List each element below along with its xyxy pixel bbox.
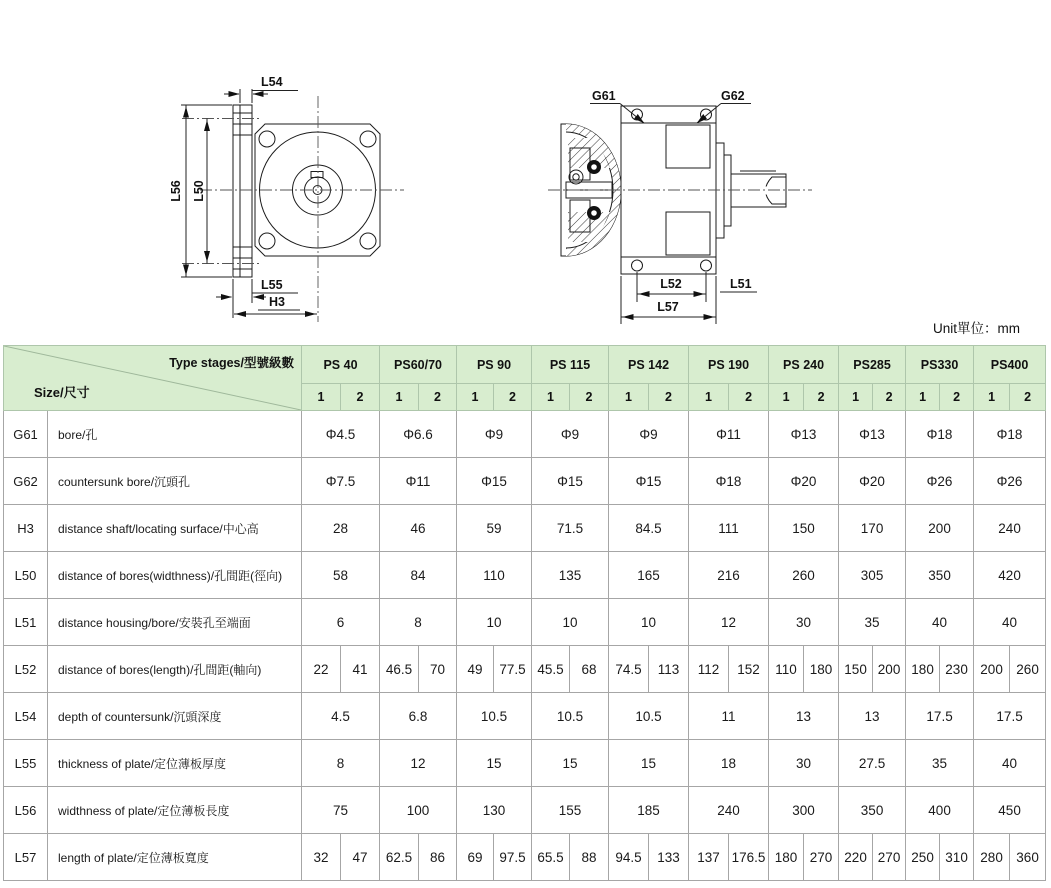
value-cell: 59: [457, 505, 532, 552]
stage-subheader: 1: [769, 384, 804, 411]
value-cell: 250: [906, 834, 940, 881]
value-cell: 300: [769, 787, 839, 834]
value-cell: 40: [974, 740, 1046, 787]
value-cell: Φ15: [457, 458, 532, 505]
column-group-header: PS 115: [532, 346, 609, 384]
value-cell: 10: [609, 599, 689, 646]
row-description: distance housing/bore/安裝孔至端面: [48, 599, 302, 646]
dim-label-l56: L56: [169, 180, 183, 202]
value-cell: Φ13: [839, 411, 906, 458]
row-code: G62: [4, 458, 48, 505]
table-row: [4, 599, 1046, 646]
dim-label-l54: L54: [261, 75, 283, 89]
value-cell: Φ9: [457, 411, 532, 458]
value-cell: Φ13: [769, 411, 839, 458]
column-group-header: PS 142: [609, 346, 689, 384]
value-cell: 94.5: [609, 834, 649, 881]
value-cell: 58: [302, 552, 380, 599]
value-cell: 450: [974, 787, 1046, 834]
value-cell: Φ26: [974, 458, 1046, 505]
column-group-header: PS 190: [689, 346, 769, 384]
dim-label-g61: G61: [592, 89, 616, 103]
value-cell: 185: [609, 787, 689, 834]
value-cell: 180: [906, 646, 940, 693]
value-cell: 6.8: [380, 693, 457, 740]
value-cell: 6: [302, 599, 380, 646]
column-group-header: PS60/70: [380, 346, 457, 384]
table-row: [4, 646, 1046, 693]
value-cell: 30: [769, 740, 839, 787]
value-cell: 111: [689, 505, 769, 552]
value-cell: 46: [380, 505, 457, 552]
value-cell: 112: [689, 646, 729, 693]
value-cell: 350: [906, 552, 974, 599]
row-description: widthness of plate/定位薄板長度: [48, 787, 302, 834]
value-cell: 75: [302, 787, 380, 834]
value-cell: 32: [302, 834, 341, 881]
value-cell: 10.5: [457, 693, 532, 740]
value-cell: 41: [341, 646, 380, 693]
value-cell: 420: [974, 552, 1046, 599]
value-cell: 74.5: [609, 646, 649, 693]
value-cell: 45.5: [532, 646, 570, 693]
value-cell: 15: [532, 740, 609, 787]
table-corner-cell: [4, 346, 302, 411]
stage-subheader: 1: [609, 384, 649, 411]
stage-subheader: 2: [804, 384, 839, 411]
value-cell: 110: [457, 552, 532, 599]
dim-label-l51: L51: [730, 277, 752, 291]
row-description: depth of countersunk/沉頭深度: [48, 693, 302, 740]
value-cell: Φ15: [609, 458, 689, 505]
value-cell: 200: [974, 646, 1010, 693]
value-cell: 12: [380, 740, 457, 787]
dim-label-l52: L52: [660, 277, 682, 291]
table-row: [4, 552, 1046, 599]
dim-label-l50: L50: [192, 180, 206, 202]
stage-subheader: 2: [649, 384, 689, 411]
stage-subheader: 1: [689, 384, 729, 411]
value-cell: Φ6.6: [380, 411, 457, 458]
stage-subheader: 2: [729, 384, 769, 411]
value-cell: 150: [769, 505, 839, 552]
value-cell: 220: [839, 834, 873, 881]
value-cell: 305: [839, 552, 906, 599]
value-cell: 280: [974, 834, 1010, 881]
value-cell: 17.5: [974, 693, 1046, 740]
value-cell: 200: [873, 646, 906, 693]
value-cell: Φ9: [609, 411, 689, 458]
table-row: [4, 693, 1046, 740]
value-cell: 71.5: [532, 505, 609, 552]
value-cell: 4.5: [302, 693, 380, 740]
stage-subheader: 1: [532, 384, 570, 411]
value-cell: Φ18: [906, 411, 974, 458]
value-cell: 35: [839, 599, 906, 646]
value-cell: 165: [609, 552, 689, 599]
value-cell: Φ18: [974, 411, 1046, 458]
value-cell: Φ11: [689, 411, 769, 458]
row-code: G61: [4, 411, 48, 458]
stage-subheader: 2: [419, 384, 457, 411]
spec-table-wrap: [3, 345, 1046, 881]
value-cell: Φ7.5: [302, 458, 380, 505]
stage-subheader: 2: [570, 384, 609, 411]
stage-subheader: 1: [457, 384, 494, 411]
row-code: L55: [4, 740, 48, 787]
value-cell: 230: [940, 646, 974, 693]
value-cell: 260: [1010, 646, 1046, 693]
value-cell: 17.5: [906, 693, 974, 740]
corner-label-size: Size/尺寸: [34, 385, 90, 400]
row-code: L56: [4, 787, 48, 834]
value-cell: 180: [804, 646, 839, 693]
value-cell: 137: [689, 834, 729, 881]
value-cell: 12: [689, 599, 769, 646]
dim-label-l57: L57: [657, 300, 679, 314]
dim-label-l55: L55: [261, 278, 283, 292]
value-cell: 350: [839, 787, 906, 834]
value-cell: 13: [769, 693, 839, 740]
column-group-header: PS285: [839, 346, 906, 384]
stage-subheader: 2: [873, 384, 906, 411]
value-cell: 200: [906, 505, 974, 552]
value-cell: 84.5: [609, 505, 689, 552]
value-cell: 47: [341, 834, 380, 881]
value-cell: 130: [457, 787, 532, 834]
value-cell: 68: [570, 646, 609, 693]
row-description: distance of bores(length)/孔間距(軸向): [48, 646, 302, 693]
stage-subheader: 1: [906, 384, 940, 411]
value-cell: 40: [974, 599, 1046, 646]
technical-drawings: [0, 0, 1051, 340]
value-cell: 77.5: [494, 646, 532, 693]
spec-table: [3, 345, 1046, 881]
table-row: [4, 458, 1046, 505]
value-cell: 270: [804, 834, 839, 881]
stage-subheader: 1: [974, 384, 1010, 411]
stage-subheader: 2: [1010, 384, 1046, 411]
value-cell: Φ15: [532, 458, 609, 505]
value-cell: 88: [570, 834, 609, 881]
column-group-header: PS400: [974, 346, 1046, 384]
stage-subheader: 2: [341, 384, 380, 411]
value-cell: 49: [457, 646, 494, 693]
value-cell: 270: [873, 834, 906, 881]
value-cell: 46.5: [380, 646, 419, 693]
value-cell: 62.5: [380, 834, 419, 881]
column-group-header: PS 240: [769, 346, 839, 384]
value-cell: 360: [1010, 834, 1046, 881]
value-cell: 176.5: [729, 834, 769, 881]
value-cell: 13: [839, 693, 906, 740]
value-cell: 70: [419, 646, 457, 693]
value-cell: 97.5: [494, 834, 532, 881]
dim-label-g62: G62: [721, 89, 745, 103]
row-description: bore/孔: [48, 411, 302, 458]
row-code: L52: [4, 646, 48, 693]
row-description: distance of bores(widthness)/孔間距(徑向): [48, 552, 302, 599]
dim-label-h3: H3: [269, 295, 285, 309]
row-code: L57: [4, 834, 48, 881]
value-cell: 150: [839, 646, 873, 693]
column-group-header: PS 90: [457, 346, 532, 384]
stage-subheader: 2: [494, 384, 532, 411]
value-cell: 10.5: [609, 693, 689, 740]
table-row: [4, 787, 1046, 834]
value-cell: 180: [769, 834, 804, 881]
value-cell: 30: [769, 599, 839, 646]
value-cell: Φ18: [689, 458, 769, 505]
value-cell: 65.5: [532, 834, 570, 881]
row-description: distance shaft/locating surface/中心高: [48, 505, 302, 552]
value-cell: 18: [689, 740, 769, 787]
value-cell: 100: [380, 787, 457, 834]
row-description: length of plate/定位薄板寬度: [48, 834, 302, 881]
value-cell: 400: [906, 787, 974, 834]
output-shaft: [731, 174, 786, 207]
column-group-header: PS 40: [302, 346, 380, 384]
table-row: [4, 740, 1046, 787]
value-cell: 84: [380, 552, 457, 599]
value-cell: Φ20: [769, 458, 839, 505]
stage-subheader: 1: [302, 384, 341, 411]
value-cell: Φ26: [906, 458, 974, 505]
table-row: [4, 505, 1046, 552]
row-code: H3: [4, 505, 48, 552]
value-cell: 110: [769, 646, 804, 693]
value-cell: 15: [457, 740, 532, 787]
value-cell: 152: [729, 646, 769, 693]
value-cell: 170: [839, 505, 906, 552]
value-cell: 240: [689, 787, 769, 834]
value-cell: 40: [906, 599, 974, 646]
row-description: countersunk bore/沉頭孔: [48, 458, 302, 505]
value-cell: 10: [532, 599, 609, 646]
value-cell: 10.5: [532, 693, 609, 740]
table-row: [4, 411, 1046, 458]
value-cell: 69: [457, 834, 494, 881]
value-cell: 22: [302, 646, 341, 693]
stage-subheader: 2: [940, 384, 974, 411]
value-cell: Φ4.5: [302, 411, 380, 458]
value-cell: 310: [940, 834, 974, 881]
gearbox-side-view: [548, 89, 812, 324]
value-cell: 27.5: [839, 740, 906, 787]
row-code: L50: [4, 552, 48, 599]
value-cell: 113: [649, 646, 689, 693]
value-cell: 15: [609, 740, 689, 787]
value-cell: 8: [302, 740, 380, 787]
value-cell: 155: [532, 787, 609, 834]
stage-subheader: 1: [839, 384, 873, 411]
value-cell: 28: [302, 505, 380, 552]
column-group-header: PS330: [906, 346, 974, 384]
value-cell: 11: [689, 693, 769, 740]
value-cell: 135: [532, 552, 609, 599]
value-cell: 86: [419, 834, 457, 881]
value-cell: 8: [380, 599, 457, 646]
value-cell: 216: [689, 552, 769, 599]
row-code: L51: [4, 599, 48, 646]
value-cell: 10: [457, 599, 532, 646]
flange-front-view: [169, 75, 404, 322]
stage-subheader: 1: [380, 384, 419, 411]
value-cell: Φ11: [380, 458, 457, 505]
value-cell: 260: [769, 552, 839, 599]
value-cell: 240: [974, 505, 1046, 552]
corner-label-type-stages: Type stages/型號級數: [169, 356, 294, 370]
value-cell: 35: [906, 740, 974, 787]
unit-note: Unit單位：mm: [933, 321, 1020, 336]
row-description: thickness of plate/定位薄板厚度: [48, 740, 302, 787]
row-code: L54: [4, 693, 48, 740]
value-cell: 133: [649, 834, 689, 881]
value-cell: Φ20: [839, 458, 906, 505]
table-row: [4, 834, 1046, 881]
value-cell: Φ9: [532, 411, 609, 458]
